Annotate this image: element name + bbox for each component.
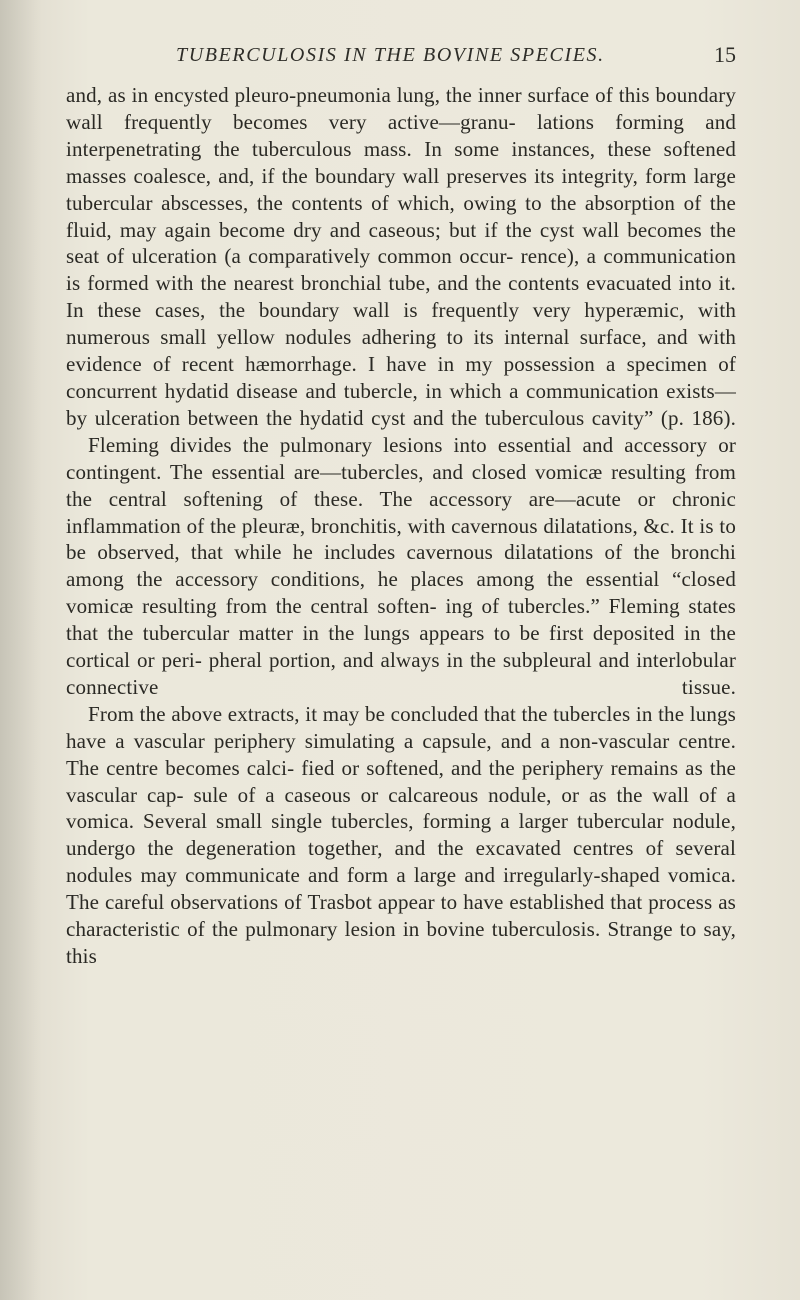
page-number: 15 xyxy=(714,42,736,67)
paragraph: Fleming divides the pulmonary lesions into essential and accessory or contingent. The essential are—tubercles, and closed vomicæ resulting from the central softening of these. The accessory are—acute or chronic inflammation of the pleuræ, bronchitis, with cavernous dilatations, &c. It is to be observed, that while he includes cavernous dilatations of the bronchi among the accessory conditions, he places among the essential “closed vomicæ resulting from the central soften- ing of tubercles.” Fleming states that the tubercular matter in the lungs appears to be first deposited in the cortical or peri- pheral portion, and always in the subpleural and interlobular connective tissue. xyxy=(66,432,736,699)
binding-shadow xyxy=(0,0,42,1300)
paragraph: From the above extracts, it may be concluded that the tubercles in the lungs have a vascular periphery simulating a capsule, and a non-vascular centre. The centre becomes calci- fied or softened, and the periphery remains as the vascular cap- sule of a caseous or calcareous nodule, or as the wall of a vomica. Several small single tubercles, forming a larger tubercular nodule, undergo the degeneration together, and the excavated centres of several nodules may communicate and form a large and irregularly-shaped vomica. The careful observations of Trasbot appear to have established that process as characteristic of the pulmonary lesion in bovine tuberculosis. Strange to say, this xyxy=(66,701,736,968)
running-title: TUBERCULOSIS IN THE BOVINE SPECIES. xyxy=(176,44,605,66)
body-text xyxy=(66,82,736,970)
paragraph: and, as in encysted pleuro-pneumonia lung, the inner surface of this boundary wall frequently becomes very active—granu- lations forming and interpenetrating the tuberculous mass. In some instances, these softened masses coalesce, and, if the boundary wall preserves its integrity, form large tubercular abscesses, the contents of which, owing to the absorption of the fluid, may again become dry and caseous; but if the cyst wall becomes the seat of ulceration (a comparatively common occur- rence), a communication is formed with the nearest bronchial tube, and the contents evacuated into it. In these cases, the boundary wall is frequently very hyperæmic, with numerous small yellow nodules adhering to its internal surface, and with evidence of recent hæmorrhage. I have in my possession a specimen of concurrent hydatid disease and tubercle, in which a communication exists—by ulceration between the hydatid cyst and the tuberculous cavity” (p. 186). xyxy=(66,83,736,430)
running-header xyxy=(60,44,736,78)
